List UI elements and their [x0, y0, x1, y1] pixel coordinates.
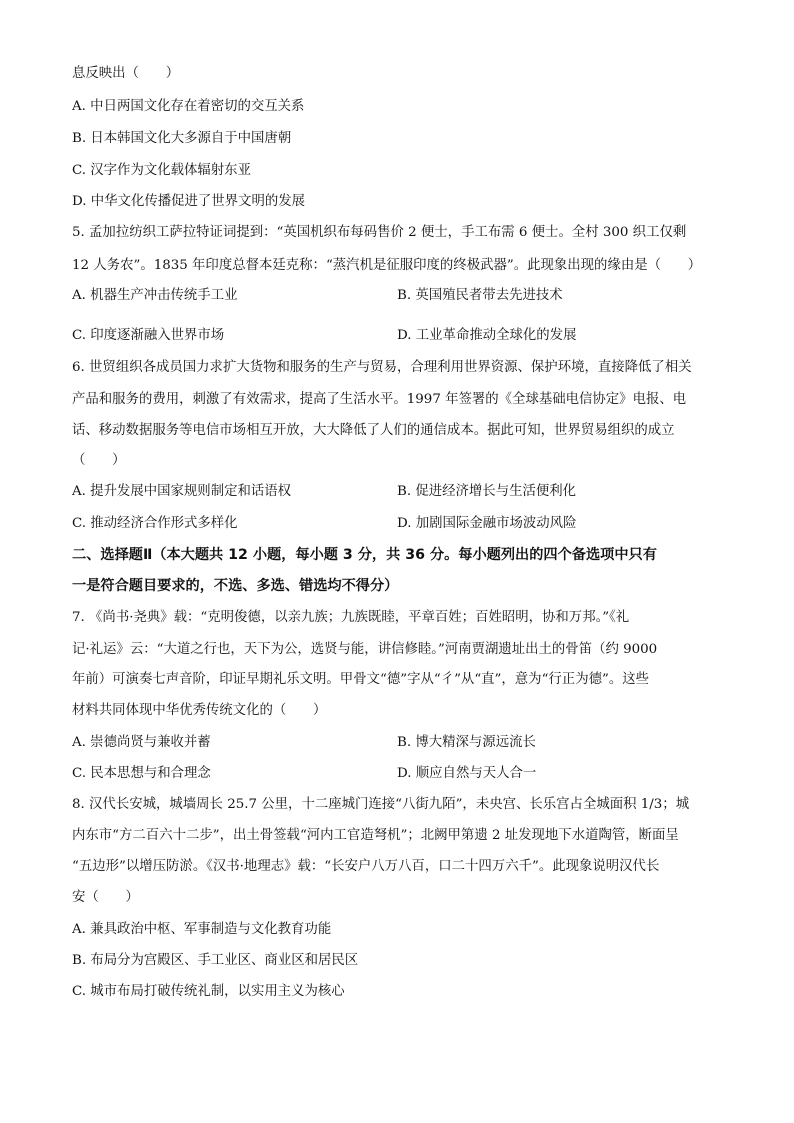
q5-option-c: C. 印度逐渐融入世界市场	[72, 328, 225, 343]
q6-option-c: C. 推动经济合作形式多样化	[72, 516, 238, 531]
section-heading-line-2: 一是符合题目要求的，不选、多选、错选均不得分）	[72, 578, 399, 594]
q8-answer-blank: 安（ ）	[72, 890, 139, 905]
q6-option-a: A. 提升发展中国家规则制定和话语权	[72, 484, 292, 499]
q5-stem-line-1: 5. 孟加拉纺织工萨拉特证词提到：“英国机织布每码售价 2 便士，手工布需 6 便士。全村 300 织工仅剩	[72, 225, 687, 240]
q4-stem-end: 息反映出（ ）	[72, 66, 180, 81]
q5-stem-line-2: 12 人务农”。1835 年印度总督本廷克称：“蒸汽机是征服印度的终极武器”。此现象出现的缘由是（ ）	[72, 258, 702, 273]
q6-stem-line-2: 产品和服务的费用，刺激了有效需求，提高了生活水平。1997 年签署的《全球基础电信协定》电报、电	[72, 392, 687, 407]
q8-stem-line-3: “五边形”以增压防淤。《汉书·地理志》载：“长安户八万八百，口二十四万六千”。此现象说明汉代长	[72, 859, 660, 874]
q4-option-b: B. 日本韩国文化大多源自于中国唐朝	[72, 131, 292, 146]
q7-stem-line-1: 7. 《尚书·尧典》载：“克明俊德，以亲九族；九族既睦，平章百姓；百姓昭明，协和万邦。”《礼	[72, 610, 630, 625]
q7-option-b: B. 博大精深与源远流长	[397, 735, 536, 750]
q6-answer-blank: （ ）	[72, 453, 126, 468]
q6-option-d: D. 加剧国际金融市场波动风险	[397, 516, 577, 531]
q8-option-c: C. 城市布局打破传统礼制，以实用主义为核心	[72, 984, 345, 999]
q8-stem-line-2: 内东市“方二百六十二步”，出土骨签载“河内工官造弩机”；北阙甲第遗 2 址发现地下水道陶管，断面呈	[72, 828, 679, 843]
q4-option-a: A. 中日两国文化存在着密切的交互关系	[72, 99, 305, 114]
q7-stem-line-4: 材料共同体现中华优秀传统文化的（ ）	[72, 703, 327, 718]
q8-stem-line-1: 8. 汉代长安城，城墙周长 25.7 公里，十二座城门连接“八街九陌”，未央宫、长乐宫占全城面积 1/3；城	[72, 797, 690, 812]
q4-option-d: D. 中华文化传播促进了世界文明的发展	[72, 194, 306, 209]
q7-stem-line-2: 记·礼运》云：“大道之行也，天下为公，选贤与能，讲信修睦。”河南贾湖遗址出土的骨笛（约 9000	[72, 642, 658, 657]
q6-stem-line-1: 6. 世贸组织各成员国力求扩大货物和服务的生产与贸易，合理利用世界资源、保护环境，直接降低了相关	[72, 360, 692, 375]
q6-stem-line-3: 话、移动数据服务等电信市场相互开放，大大降低了人们的通信成本。据此可知，世界贸易组织的成立	[72, 423, 675, 438]
q8-option-b: B. 布局分为宫殿区、手工业区、商业区和居民区	[72, 953, 359, 968]
q7-option-c: C. 民本思想与和合理念	[72, 766, 211, 781]
q5-option-b: B. 英国殖民者带去先进技术	[397, 288, 563, 303]
section-heading-line-1: 二、选择题Ⅱ（本大题共 12 小题，每小题 3 分，共 36 分。每小题列出的四个备选项中只有	[72, 547, 657, 563]
q6-option-b: B. 促进经济增长与生活便利化	[397, 484, 577, 499]
q7-option-a: A. 崇德尚贤与兼收并蓄	[72, 735, 211, 750]
q5-option-a: A. 机器生产冲击传统手工业	[72, 288, 238, 303]
q4-option-c: C. 汉字作为文化载体辐射东亚	[72, 163, 251, 178]
q7-stem-line-3: 年前）可演奏七声音阶，印证早期礼乐文明。甲骨文“德”字从“彳”从“直”，意为“行正为德”。这些	[72, 672, 649, 687]
q7-option-d: D. 顺应自然与天人合一	[397, 766, 537, 781]
q8-option-a: A. 兼具政治中枢、军事制造与文化教育功能	[72, 922, 332, 937]
q5-option-d: D. 工业革命推动全球化的发展	[397, 328, 577, 343]
